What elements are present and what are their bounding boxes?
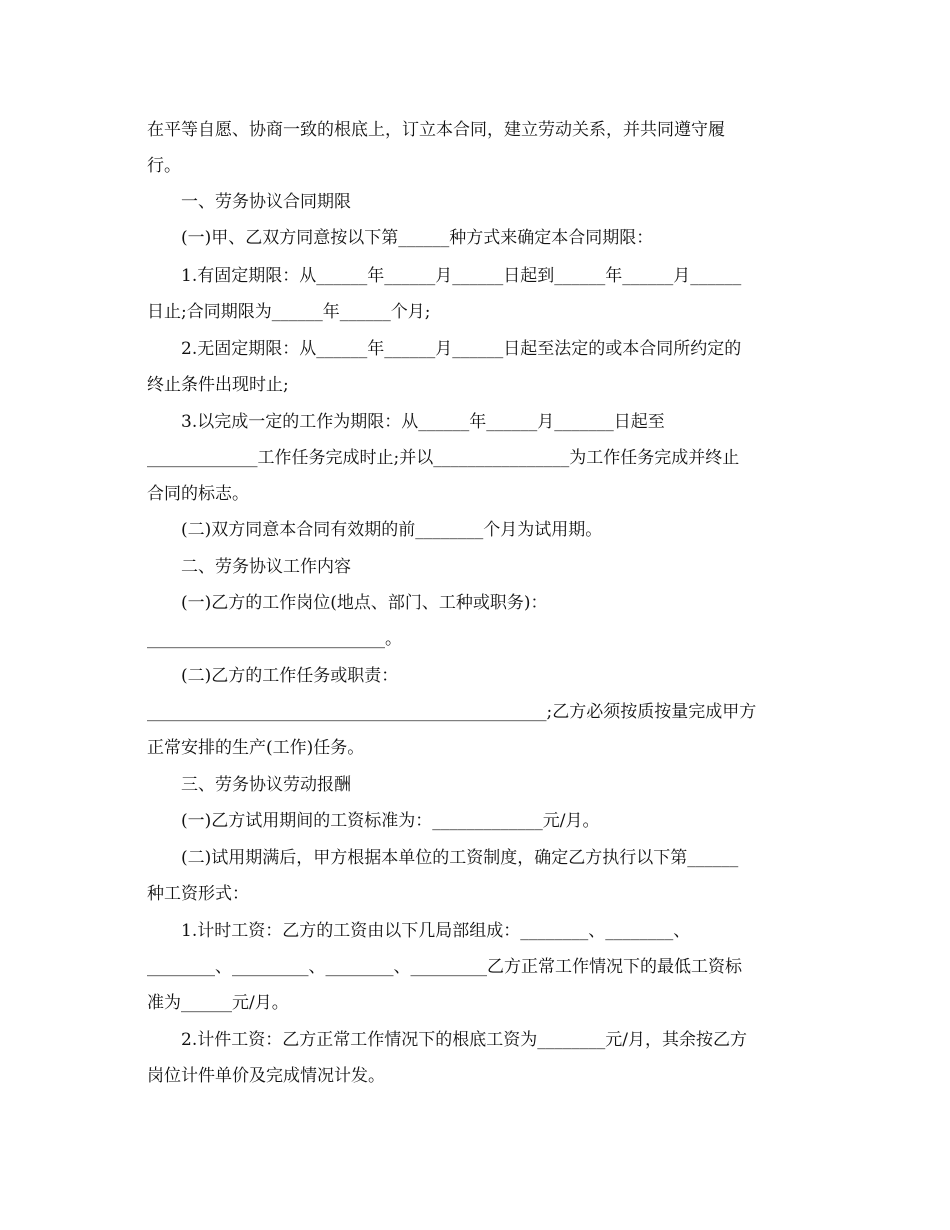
paragraph-line: 1.计时工资：乙方的工资由以下几局部组成：________、________、 [181,921,691,941]
paragraph-line: ________、_________、________、_________乙方正常工作情况下的最低工资标 [147,957,742,977]
paragraph-line: ____________________________。 [147,629,402,649]
section-heading: 二、劳务协议工作内容 [181,557,351,577]
paragraph-line: 行。 [147,156,181,176]
paragraph-line: _____________工作任务完成时止;并以________________为工作任务完成并终止 [147,448,740,468]
paragraph-line: 2.无固定期限：从______年______月______日起至法定的或本合同所约定的 [181,339,742,359]
paragraph-line: 在平等自愿、协商一致的根底上，订立本合同，建立劳动关系，并共同遵守履 [147,120,725,140]
paragraph-line: (二)双方同意本合同有效期的前________个月为试用期。 [181,520,603,540]
paragraph-line: 准为______元/月。 [147,993,289,1013]
paragraph-line: (二)试用期满后，甲方根据本单位的工资制度，确定乙方执行以下第______ [181,848,739,868]
paragraph-line: 3.以完成一定的工作为期限：从______年______月_______日起至 [181,412,665,432]
paragraph-line: (一)乙方试用期间的工资标准为：_____________元/月。 [181,811,600,831]
paragraph-line: (一)甲、乙双方同意按以下第______种方式来确定本合同期限： [181,228,654,248]
paragraph-line: 岗位计件单价及完成情况计发。 [147,1066,385,1086]
paragraph-line: _______________________________________________;乙方必须按质按量完成甲方 [147,702,757,722]
paragraph-line: 终止条件出现时止; [147,375,289,395]
paragraph-line: 正常安排的生产(工作)任务。 [147,738,365,758]
paragraph-line: 合同的标志。 [147,484,249,504]
paragraph-line: 日止;合同期限为______年______个月; [147,302,431,322]
paragraph-line: (一)乙方的工作岗位(地点、部门、工种或职务)： [181,593,548,613]
paragraph-line: 种工资形式： [147,884,249,904]
section-heading: 一、劳务协议合同期限 [181,192,351,212]
section-heading: 三、劳务协议劳动报酬 [181,775,351,795]
paragraph-line: 1.有固定期限：从______年______月______日起到______年______月______ [181,266,742,286]
paragraph-line: 2.计件工资：乙方正常工作情况下的根底工资为________元/月，其余按乙方 [181,1030,747,1050]
paragraph-line: (二)乙方的工作任务或职责： [181,666,399,686]
